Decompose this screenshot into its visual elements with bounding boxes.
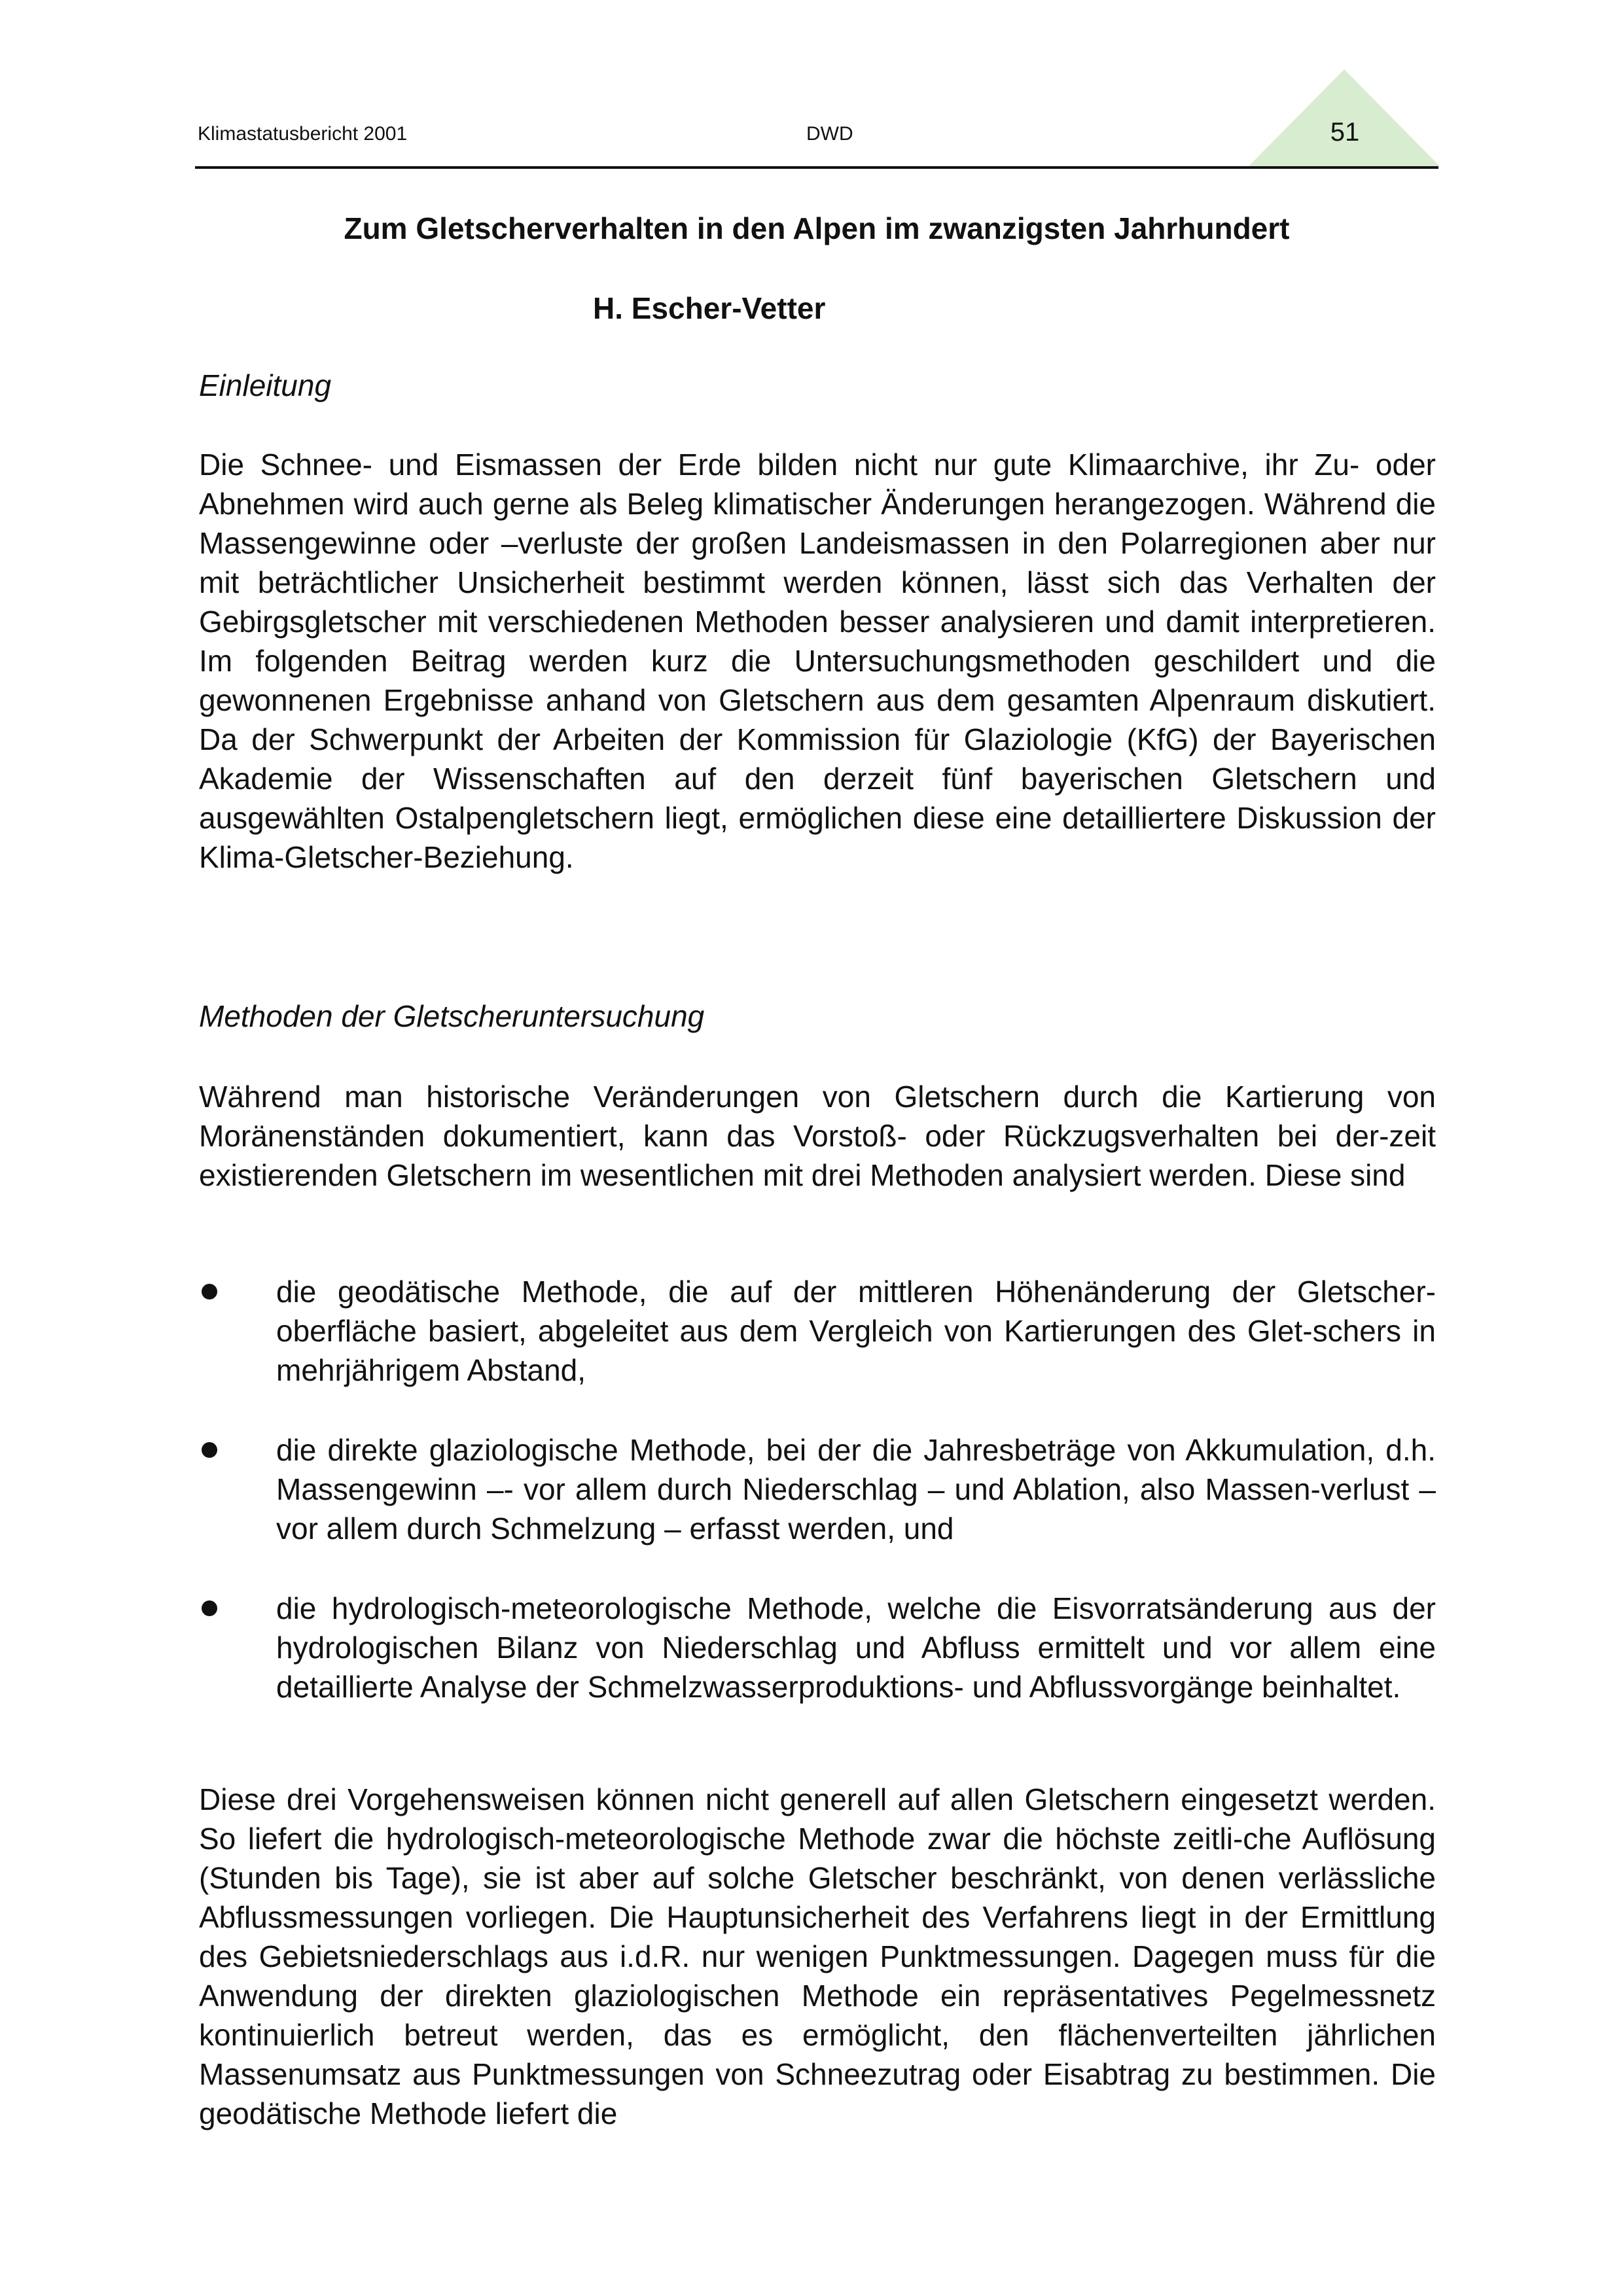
methods-bullet-list bbox=[199, 1272, 1436, 1747]
section-heading-introduction: Einleitung bbox=[199, 368, 332, 402]
list-item bbox=[199, 1272, 1436, 1390]
list-item bbox=[199, 1589, 1436, 1706]
bullet-text: die geodätische Methode, die auf der mittleren Höhenänderung der Gletscher-oberfläche basiert, abgeleitet aus dem Vergleich von Kartierungen des Glet-schers in mehrjährigem Abstand, bbox=[276, 1275, 1436, 1387]
section-heading-methods: Methoden der Gletscheruntersuchung bbox=[199, 999, 705, 1033]
page-number: 51 bbox=[1330, 118, 1360, 147]
introduction-paragraph: Die Schnee- und Eismassen der Erde bilden nicht nur gute Klimaarchive, ihr Zu- oder Abnehmen wird auch gerne als Beleg klimatischer Änderungen herangezogen. Während die Massengewinne oder –verluste der großen Landeismassen in den Polarregionen aber nur mit beträchtlicher Unsicherheit bestimmt werden können, lässt sich das Verhalten der Gebirgsgletscher mit verschiedenen Methoden besser analysieren und damit interpretieren. Im folgenden Beitrag werden kurz die Untersuchungsmethoden geschildert und die gewonnenen Ergebnisse anhand von Gletschern aus dem gesamten Alpenraum diskutiert. Da der Schwerpunkt der Arbeiten der Kommission für Glaziologie (KfG) der Bayerischen Akademie der Wissenschaften auf den derzeit fünf bayerischen Gletschern und ausgewählten Ostalpengletschern liegt, ermöglichen diese eine detailliertere Diskussion der Klima-Gletscher-Beziehung. bbox=[199, 448, 1436, 874]
header-divider bbox=[195, 166, 1438, 169]
article-title: Zum Gletscherverhalten in den Alpen im zwanzigsten Jahrhundert bbox=[344, 211, 1290, 245]
running-header-title: Klimastatusbericht 2001 bbox=[198, 123, 408, 145]
bullet-text: die direkte glaziologische Methode, bei der die Jahresbeträge von Akkumulation, d.h. Massengewinn –- vor allem durch Niederschlag – und Ablation, also Massen-verlust – vor allem durch Schmelzung – erfasst werden, und bbox=[276, 1433, 1436, 1545]
list-item bbox=[199, 1430, 1436, 1548]
closing-paragraph: Diese drei Vorgehensweisen können nicht generell auf allen Gletschern eingesetzt werden. So liefert die hydrologisch-meteorologische Methode zwar die höchste zeitli-che Auflösung (Stunden bis Tage), sie ist aber auf solche Gletscher beschränkt, von denen verlässliche Abflussmessungen vorliegen. Die Hauptunsicherheit des Verfahrens liegt in der Ermittlung des Gebietsniederschlags aus i.d.R. nur wenigen Punktmessungen. Dagegen muss für die Anwendung der direkten glaziologischen Methode ein repräsentatives Pegelmessnetz kontinuierlich betreut werden, das es ermöglicht, den flächenverteilten jährlichen Massenumsatz aus Punktmessungen von Schneezutrag oder Eisabtrag zu bestimmen. Die geodätische Methode liefert die bbox=[199, 1782, 1436, 2130]
bullet-icon bbox=[202, 1442, 217, 1458]
bullet-icon bbox=[202, 1600, 217, 1616]
running-header-publisher: DWD bbox=[806, 123, 853, 145]
methods-paragraph: Während man historische Veränderungen von Gletschern durch die Kartierung von Moränenständen dokumentiert, kann das Vorstoß- oder Rückzugsverhalten bei der-zeit existierenden Gletschern im wesentlichen mit drei Methoden analysiert werden. Diese sind bbox=[199, 1080, 1436, 1192]
bullet-icon bbox=[202, 1284, 217, 1299]
article-author: H. Escher-Vetter bbox=[593, 291, 826, 325]
bullet-text: die hydrologisch-meteorologische Methode, welche die Eisvorratsänderung aus der hydrologischen Bilanz von Niederschlag und Abfluss ermittelt und vor allem eine detaillierte Analyse der Schmelzwasserproduktions- und Abflussvorgänge beinhaltet. bbox=[276, 1591, 1436, 1704]
